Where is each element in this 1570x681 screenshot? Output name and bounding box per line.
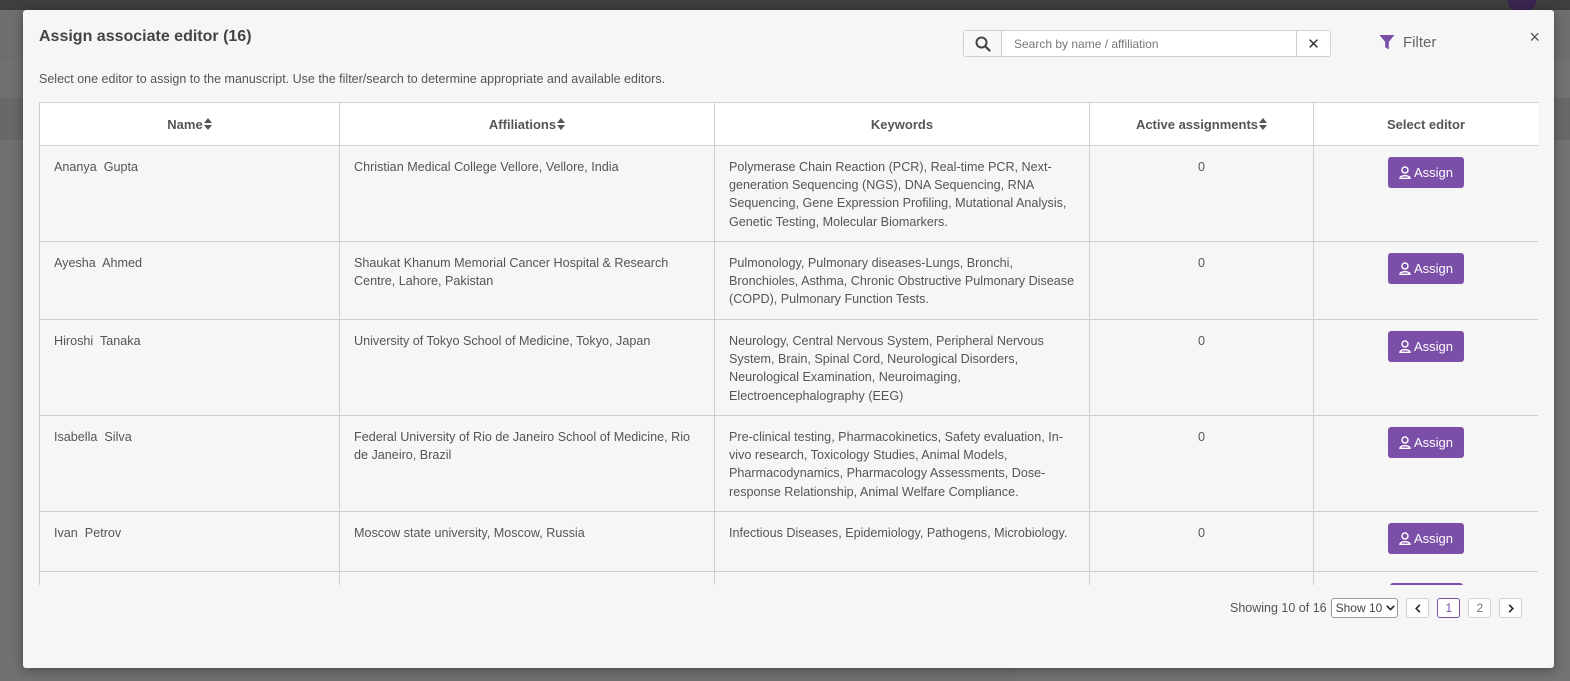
editor-name: Isabella Silva <box>40 416 340 512</box>
user-icon <box>1399 532 1411 545</box>
clear-search-button[interactable]: ✕ <box>1296 31 1330 56</box>
editor-name: Ivan Petrov <box>40 512 340 572</box>
sort-icon <box>204 118 212 130</box>
editor-active-assignments: 0 <box>1090 320 1314 416</box>
column-header-active-label: Active assignments <box>1135 116 1259 132</box>
table-row <box>40 320 1539 416</box>
assign-button-label: Assign <box>1413 165 1454 180</box>
editor-affiliation: Moscow state university, Moscow, Russia <box>340 512 715 572</box>
chevron-left-icon <box>1415 604 1421 613</box>
search-input[interactable] <box>1002 31 1296 56</box>
editor-name: Hiroshi Tanaka <box>40 320 340 416</box>
modal-title: Assign associate editor (16) <box>39 28 252 45</box>
page-button-2[interactable]: 2 <box>1468 598 1491 618</box>
chevron-down-icon <box>1386 605 1395 611</box>
assign-button-label: Assign <box>1413 261 1454 276</box>
user-icon <box>1399 262 1411 275</box>
search-icon <box>975 36 991 52</box>
column-header-select-label: Select editor <box>1386 116 1466 132</box>
prev-page-button[interactable] <box>1406 598 1429 618</box>
empty-cell <box>1090 572 1314 586</box>
editor-name: Ananya Gupta <box>40 146 340 242</box>
filter-icon <box>1379 34 1395 51</box>
assign-button-partial[interactable] <box>1390 583 1463 585</box>
pagination <box>1230 598 1522 618</box>
table-row <box>40 512 1539 572</box>
page-size-select[interactable] <box>1331 598 1399 618</box>
assign-button-label: Assign <box>1413 435 1454 450</box>
empty-cell <box>340 572 715 586</box>
editor-active-assignments: 0 <box>1090 416 1314 512</box>
column-header-affiliations[interactable] <box>340 103 715 146</box>
page-button-1[interactable]: 1 <box>1437 598 1460 618</box>
column-header-affiliations-label: Affiliations <box>488 116 557 132</box>
editors-table-viewport[interactable] <box>39 102 1538 585</box>
assign-button[interactable] <box>1388 427 1464 458</box>
table-row-partial <box>40 572 1539 586</box>
assign-button-label: Assign <box>1413 531 1454 546</box>
editor-keywords: Pulmonology, Pulmonary diseases-Lungs, Bronchi, Bronchioles, Asthma, Chronic Obstructive Pulmonary Disease (COPD), Pulmonary Function Tests. <box>715 242 1090 320</box>
page-size-value: Show 10 <box>1335 601 1383 615</box>
editor-affiliation: Federal University of Rio de Janeiro School of Medicine, Rio de Janeiro, Brazil <box>340 416 715 512</box>
table-row <box>40 242 1539 320</box>
chevron-right-icon <box>1508 604 1514 613</box>
editor-keywords: Polymerase Chain Reaction (PCR), Real-time PCR, Next-generation Sequencing (NGS), DNA Sequencing, RNA Sequencing, Gene Expression Profiling, Mutational Analysis, Genetic Testing, Molecular Biomarkers. <box>715 146 1090 242</box>
user-icon <box>1399 436 1411 449</box>
column-header-name[interactable] <box>40 103 340 146</box>
editor-keywords: Infectious Diseases, Epidemiology, Pathogens, Microbiology. <box>715 512 1090 572</box>
empty-cell <box>715 572 1090 586</box>
background-topbar <box>0 0 1570 10</box>
editor-name: Ayesha Ahmed <box>40 242 340 320</box>
assign-button-label: Assign <box>1413 339 1454 354</box>
select-editor-cell <box>1314 146 1539 242</box>
sort-icon <box>1259 118 1267 130</box>
editor-affiliation: Christian Medical College Vellore, Vellore, India <box>340 146 715 242</box>
editor-active-assignments: 0 <box>1090 146 1314 242</box>
table-row <box>40 146 1539 242</box>
editor-keywords: Neurology, Central Nervous System, Peripheral Nervous System, Brain, Spinal Cord, Neurological Disorders, Neurological Examination, Neuroimaging, Electroencephalography (EEG) <box>715 320 1090 416</box>
editor-active-assignments: 0 <box>1090 512 1314 572</box>
select-editor-cell <box>1314 512 1539 572</box>
editor-affiliation: University of Tokyo School of Medicine, Tokyo, Japan <box>340 320 715 416</box>
assign-editor-modal <box>23 10 1554 668</box>
editor-active-assignments: 0 <box>1090 242 1314 320</box>
select-editor-cell <box>1314 320 1539 416</box>
showing-count: Showing 10 of 16 <box>1230 601 1327 615</box>
select-editor-cell <box>1314 242 1539 320</box>
user-icon <box>1399 166 1411 179</box>
editors-table <box>39 102 1538 585</box>
modal-subtitle: Select one editor to assign to the manuscript. Use the filter/search to determine appropriate and available editors. <box>39 72 666 86</box>
filter-button[interactable] <box>1379 34 1436 51</box>
select-editor-cell <box>1314 572 1539 586</box>
column-header-keywords <box>715 103 1090 146</box>
column-header-keywords-label: Keywords <box>870 116 934 132</box>
filter-label: Filter <box>1403 34 1437 51</box>
editor-affiliation: Shaukat Khanum Memorial Cancer Hospital & Research Centre, Lahore, Pakistan <box>340 242 715 320</box>
assign-button[interactable] <box>1388 523 1464 554</box>
column-header-select-editor <box>1314 103 1539 146</box>
next-page-button[interactable] <box>1499 598 1522 618</box>
table-header-row <box>40 103 1539 146</box>
assign-button[interactable] <box>1388 157 1464 188</box>
assign-button[interactable] <box>1388 253 1464 284</box>
sort-icon <box>557 118 565 130</box>
assign-button[interactable] <box>1388 331 1464 362</box>
user-icon <box>1399 340 1411 353</box>
search-button[interactable] <box>964 31 1002 56</box>
column-header-active-assignments[interactable] <box>1090 103 1314 146</box>
close-icon[interactable]: × <box>1529 27 1540 47</box>
column-header-name-label: Name <box>167 116 203 132</box>
select-editor-cell <box>1314 416 1539 512</box>
editor-keywords: Pre-clinical testing, Pharmacokinetics, Safety evaluation, In-vivo research, Toxicology Studies, Animal Models, Pharmacodynamics, Pharmacology Assessments, Dose-response Relationship, Animal Welfare Compliance. <box>715 416 1090 512</box>
empty-cell <box>40 572 340 586</box>
table-row <box>40 416 1539 512</box>
search-box <box>963 30 1331 57</box>
